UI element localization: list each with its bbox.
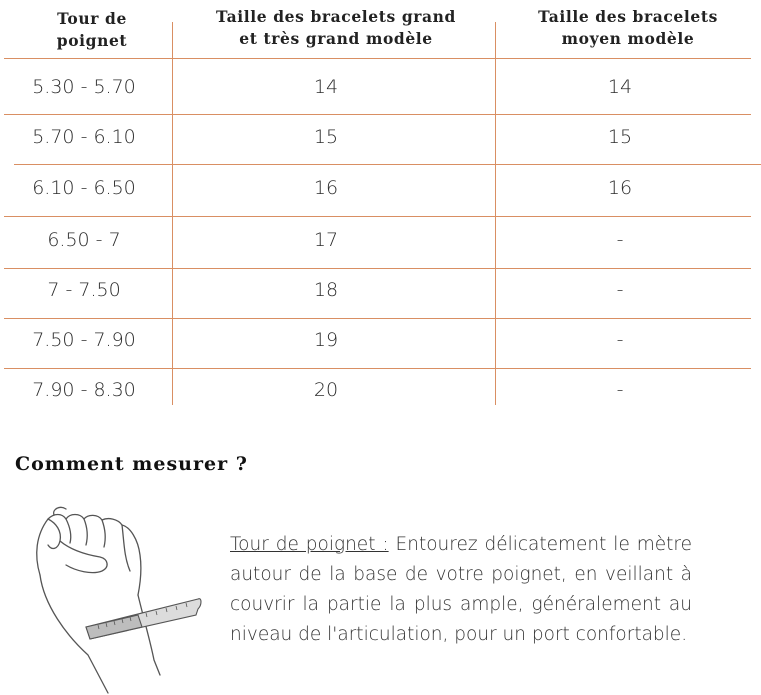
cell-medium-size: - bbox=[616, 379, 624, 401]
header-wrist-size: Tour de poignet bbox=[56, 9, 128, 50]
cell-large-size: 18 bbox=[313, 279, 339, 301]
cell-wrist-size: 6.10 - 6.50 bbox=[32, 177, 136, 199]
measurement-instructions bbox=[230, 530, 692, 650]
header-medium-sizes: Taille des bracelets moyen modèle bbox=[538, 7, 718, 48]
cell-large-size: 16 bbox=[313, 177, 339, 199]
row-divider bbox=[4, 268, 751, 269]
header-large-sizes: Taille des bracelets grand et très grand modèle bbox=[216, 7, 456, 48]
row-divider bbox=[4, 114, 751, 115]
cell-medium-size: 14 bbox=[607, 76, 633, 98]
cell-wrist-size: 6.50 - 7 bbox=[47, 229, 121, 251]
cell-large-size: 14 bbox=[313, 76, 339, 98]
cell-medium-size: 16 bbox=[607, 177, 633, 199]
cell-wrist-size: 7 - 7.50 bbox=[47, 279, 121, 301]
cell-wrist-size: 7.50 - 7.90 bbox=[32, 329, 136, 351]
column-divider bbox=[172, 22, 173, 405]
cell-wrist-size: 5.30 - 5.70 bbox=[32, 76, 136, 98]
cell-medium-size: 15 bbox=[607, 126, 633, 148]
cell-medium-size: - bbox=[616, 329, 624, 351]
cell-medium-size: - bbox=[616, 229, 624, 251]
instructions-label: Tour de poignet : bbox=[230, 534, 389, 555]
cell-wrist-size: 7.90 - 8.30 bbox=[32, 379, 136, 401]
row-divider bbox=[4, 368, 751, 369]
cell-large-size: 17 bbox=[313, 229, 339, 251]
row-divider bbox=[4, 216, 751, 217]
column-divider bbox=[495, 22, 496, 405]
row-divider bbox=[4, 318, 751, 319]
instructions-text: Entourez délicatement le mètre autour de la base de votre poignet, en veillant à couvrir la partie la plus ample, généralement au niveau de l'articulation, pour un port confortable. bbox=[230, 534, 692, 645]
row-divider bbox=[4, 58, 751, 59]
cell-medium-size: - bbox=[616, 279, 624, 301]
cell-large-size: 19 bbox=[313, 329, 339, 351]
cell-large-size: 15 bbox=[313, 126, 339, 148]
section-title: Comment mesurer ? bbox=[15, 453, 248, 475]
row-divider bbox=[14, 164, 761, 165]
wrist-measuring-tape-icon bbox=[26, 505, 206, 695]
cell-wrist-size: 5.70 - 6.10 bbox=[32, 126, 136, 148]
cell-large-size: 20 bbox=[313, 379, 339, 401]
